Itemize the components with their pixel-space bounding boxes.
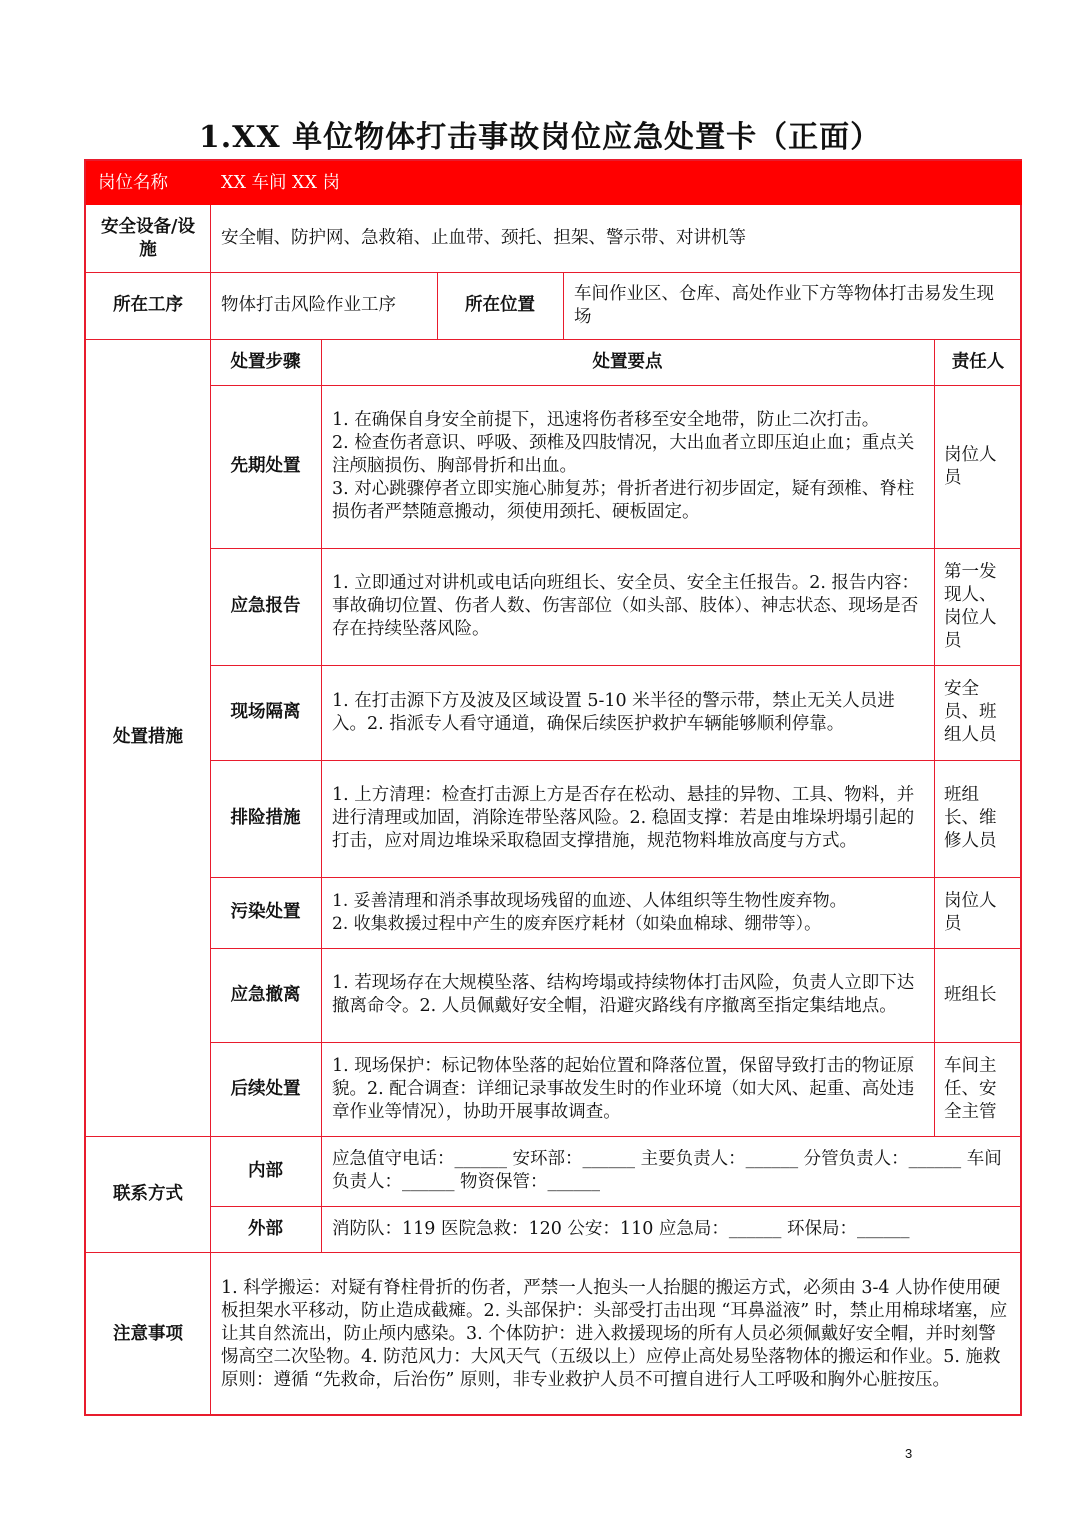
step-name: 排险措施	[230, 808, 301, 828]
process-label: 所在工序	[113, 295, 183, 315]
step-name: 先期处置	[230, 456, 301, 476]
external-contacts-label: 外部	[248, 1218, 283, 1239]
external-contacts-value: 消防队：119 医院急救：120 公安：110 应急局：______ 环保局：______	[332, 1218, 910, 1239]
measures-label: 处置措施	[113, 727, 183, 747]
step-name: 应急报告	[230, 596, 301, 616]
grid-line	[210, 665, 1022, 666]
step-points: 1. 妥善清理和消杀事故现场残留的血迹、人体组织等生物性废弃物。 2. 收集救援过程中产生的废弃医疗耗材（如染血棉球、绷带等）。	[332, 890, 847, 934]
step-name: 污染处置	[230, 902, 301, 922]
post-name-label: 岗位名称	[86, 161, 210, 205]
internal-contacts-value: 应急值守电话：______ 安环部：______ 主要负责人：______ 分管负责人：______ 车间负责人：______ 物资保管：______	[332, 1149, 1002, 1192]
step-responsible: 班组长	[944, 984, 997, 1005]
grid-line	[86, 339, 1022, 340]
step-points: 1. 在确保自身安全前提下，迅速将伤者移至安全地带，防止二次打击。 2. 检查伤者意识、呼吸、颈椎及四肢情况，大出血者立即压迫止血；重点关注颅脑损伤、胸部骨折和出血。 3. 对心跳骤停者立即实施心肺复苏；骨折者进行初步固定，疑有颈椎、脊柱损伤者严禁随意搬动，须使用颈托、硬板固定。	[332, 410, 915, 522]
step-points: 1. 立即通过对讲机或电话向班组长、安全员、安全主任报告。2. 报告内容：事故确切位置、伤者人数、伤害部位（如头部、肢体）、神志状态、现场是否存在持续坠落风险。	[332, 573, 920, 639]
step-responsible: 车间主任、安全主管	[944, 1055, 997, 1122]
step-responsible: 安全员、班组人员	[944, 679, 997, 745]
grid-line	[437, 272, 438, 339]
location-label: 所在位置	[465, 295, 535, 315]
grid-line	[210, 948, 1022, 949]
process-value: 物体打击风险作业工序	[221, 295, 396, 315]
step-points: 1. 现场保护：标记物体坠落的起始位置和降落位置，保留导致打击的物证原貌。2. 配合调查：详细记录事故发生时的作业环境（如大风、起重、高处违章作业等情况），协助开展事故调查。	[332, 1055, 915, 1122]
step-name: 后续处置	[230, 1078, 301, 1099]
grid-line	[210, 205, 211, 1416]
grid-line	[86, 272, 1022, 273]
step-points: 1. 在打击源下方及波及区域设置 5-10 米半径的警示带，禁止无关人员进入。2. 指派专人看守通道，确保后续医护救护车辆能够顺利停靠。	[332, 690, 895, 734]
grid-line	[210, 877, 1022, 878]
page-number: 3	[905, 1446, 913, 1461]
equipment-value: 安全帽、防护网、急救箱、止血带、颈托、担架、警示带、对讲机等	[221, 228, 746, 248]
contacts-label: 联系方式	[113, 1183, 183, 1204]
equipment-label: 安全设备/设施	[101, 216, 195, 260]
step-name: 现场隔离	[230, 702, 301, 722]
col-header-step: 处置步骤	[230, 351, 301, 372]
grid-line	[934, 339, 935, 1136]
grid-line	[210, 1042, 1022, 1043]
col-header-points: 处置要点	[592, 351, 663, 372]
location-value: 车间作业区、仓库、高处作业下方等物体打击易发生现场	[574, 283, 994, 327]
notes-value: 1. 科学搬运：对疑有脊柱骨折的伤者，严禁一人抱头一人抬腿的搬运方式，必须由 3-4 人协作使用硬板担架水平移动，防止造成截瘫。2. 头部保护：头部受打击出现 “耳鼻溢液” 时，禁止用棉球堵塞，应让其自然流出，防止颅内感染。3. 个体防护：进入救援现场的所有人员必须佩戴好安全帽，并时刻警惕高空二次坠物。4. 防范风力：大风天气（五级以上）应停止高处易坠落物体的搬运和作业。5. 施救原则：遵循 “先救命，后治伤” 原则，非专业救护人员不可擅自进行人工呼吸和胸外心脏按压。	[221, 1277, 1008, 1390]
grid-line	[86, 1136, 1022, 1137]
notes-label: 注意事项	[113, 1323, 183, 1344]
grid-line	[563, 272, 564, 339]
step-name: 应急撤离	[230, 984, 301, 1005]
step-points: 1. 若现场存在大规模坠落、结构垮塌或持续物体打击风险，负责人立即下达撤离命令。2. 人员佩戴好安全帽，沿避灾路线有序撤离至指定集结地点。	[332, 973, 915, 1016]
internal-contacts-label: 内部	[248, 1160, 283, 1181]
grid-line	[210, 548, 1022, 549]
grid-line	[210, 760, 1022, 761]
step-responsible: 班组长、维修人员	[944, 785, 997, 851]
step-responsible: 岗位人员	[944, 890, 997, 934]
grid-line	[210, 385, 1022, 386]
grid-line	[210, 1206, 1022, 1207]
emergency-card	[84, 159, 1022, 1416]
page-title: 1.XX 单位物体打击事故岗位应急处置卡（正面）	[198, 120, 882, 155]
col-header-resp: 责任人	[951, 351, 1005, 372]
step-points: 1. 上方清理：检查打击源上方是否存在松动、悬挂的异物、工具、物料，并进行清理或加固，消除连带坠落风险。2. 稳固支撑：若是由堆垛坍塌引起的打击，应对周边堆垛采取稳固支撑措施，规范物料堆放高度与方式。	[332, 785, 915, 851]
grid-line	[86, 1252, 1022, 1253]
step-responsible: 岗位人员	[944, 444, 997, 488]
post-name-value: XX 车间 XX 岗	[210, 161, 1022, 205]
grid-line	[321, 339, 322, 1252]
step-responsible: 第一发现人、岗位人员	[944, 561, 997, 651]
